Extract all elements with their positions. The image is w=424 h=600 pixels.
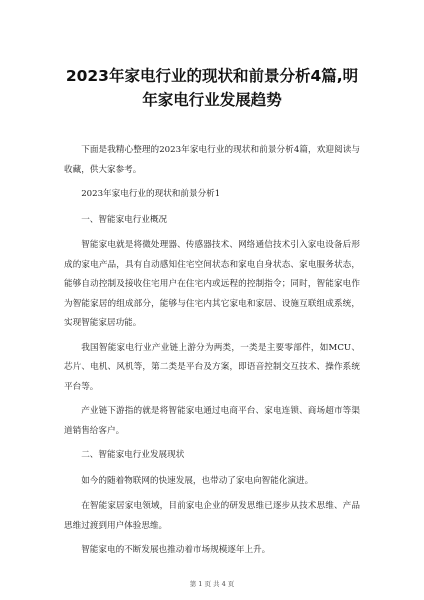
page-number-footer: 第 1 页 共 4 页: [189, 580, 235, 588]
body-paragraph: 智能家电的不断发展也推动着市场规模逐年上升。: [81, 545, 271, 555]
document-title: 2023年家电行业的现状和前景分析4篇,明年家电行业发展趋势: [65, 67, 359, 109]
section-title: 2023年家电行业的现状和前景分析1: [81, 189, 221, 199]
document-body: [64, 141, 360, 561]
section-heading: 一、智能家电行业概况: [81, 214, 168, 225]
section-heading: 二、智能家电行业发展现状: [81, 450, 185, 460]
body-paragraph: 智能家电就是将微处理器、传感器技术、网络通信技术引入家电设备后形成的家电产品，具有自动感知住宅空间状态和家电自身状态、家电服务状态，能够自动控制及接收住宅用户在住宅内或远程的控制指令；同时，智能家电作为智能家居的组成部分，能够与住宅内其它家电和家居、设施互联组成系统，实现智能家居功能。: [64, 240, 360, 328]
body-paragraph: 在智能家居家电领域，目前家电企业的研发思维已逐步从技术思维、产品思维过渡到用户体验思维。: [64, 501, 360, 531]
body-paragraph: 产业链下游指的就是将智能家电通过电商平台、家电连锁、商场超市等渠道销售给客户。: [64, 406, 360, 436]
body-paragraph: 我国智能家电行业产业链上游分为两类，一类是主要零部件，如MCU、芯片、电机、风机等，第二类是平台及方案，即语音控制交互技术、操作系统平台等。: [64, 342, 360, 392]
body-paragraph: 如今的随着物联网的快速发展，也带动了家电向智能化演进。: [81, 475, 314, 486]
intro-paragraph: 下面是我精心整理的2023年家电行业的现状和前景分析4篇，欢迎阅读与收藏，供大家参考。: [64, 145, 360, 175]
